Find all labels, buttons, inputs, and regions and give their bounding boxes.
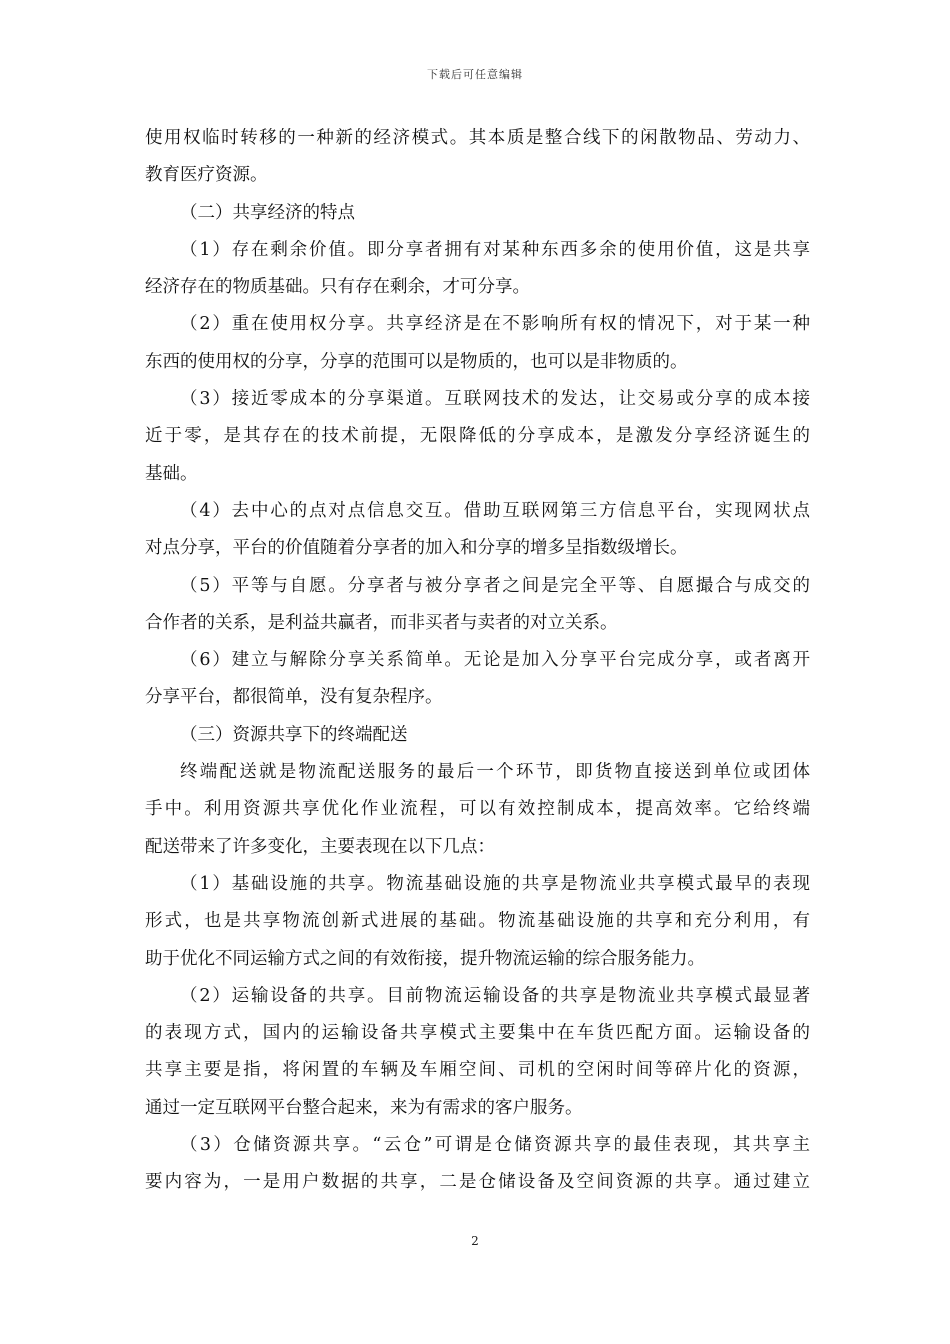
text-line: （1）基础设施的共享。物流基础设施的共享是物流业共享模式最早的表现	[180, 873, 810, 894]
text-line: （2）运输设备的共享。目前物流运输设备的共享是物流业共享模式最显著	[180, 985, 810, 1006]
text-line: 合作者的关系，是利益共赢者，而非买者与卖者的对立关系。	[145, 612, 618, 633]
text-line: （3）接近零成本的分享渠道。互联网技术的发达，让交易或分享的成本接	[180, 389, 810, 410]
text-line: 手中。利用资源共享优化作业流程，可以有效控制成本，提高效率。它给终端	[145, 799, 810, 820]
text-line: 东西的使用权的分享，分享的范围可以是物质的，也可以是非物质的。	[145, 351, 688, 372]
text-line: 终端配送就是物流配送服务的最后一个环节，即货物直接送到单位或团体	[180, 762, 810, 783]
page-header: 下载后可任意编辑	[427, 68, 523, 81]
text-line: 配送带来了许多变化，主要表现在以下几点：	[145, 836, 495, 857]
text-line: 分享平台，都很简单，没有复杂程序。	[145, 687, 443, 708]
text-line: 通过一定互联网平台整合起来，来为有需求的客户服务。	[145, 1097, 583, 1118]
text-line: （三）资源共享下的终端配送	[180, 724, 408, 745]
text-line: （1）存在剩余价值。即分享者拥有对某种东西多余的使用价值，这是共享	[180, 239, 810, 260]
text-line: （2）重在使用权分享。共享经济是在不影响所有权的情况下，对于某一种	[180, 314, 810, 335]
text-line: 对点分享，平台的价值随着分享者的加入和分享的增多呈指数级增长。	[145, 538, 688, 559]
text-line: （3）仓储资源共享。“云仓”可谓是仓储资源共享的最佳表现，其共享主	[180, 1135, 810, 1156]
text-line: 使用权临时转移的一种新的经济模式。其本质是整合线下的闲散物品、劳动力、	[145, 128, 810, 148]
text-line: （二）共享经济的特点	[180, 202, 355, 223]
text-line: （5）平等与自愿。分享者与被分享者之间是完全平等、自愿撮合与成交的	[180, 575, 810, 596]
text-line: 要内容为，一是用户数据的共享，二是仓储设备及空间资源的共享。通过建立	[145, 1172, 810, 1193]
text-line: 基础。	[145, 463, 198, 484]
text-line: 近于零，是其存在的技术前提，无限降低的分享成本，是激发分享经济诞生的	[145, 426, 810, 447]
text-line: 共享主要是指，将闲置的车辆及车厢空间、司机的空闲时间等碎片化的资源，	[145, 1060, 810, 1081]
text-line: 形式，也是共享物流创新式进展的基础。物流基础设施的共享和充分利用，有	[145, 911, 810, 932]
page-number: 2	[471, 1234, 479, 1248]
document-body	[145, 120, 810, 1202]
text-line: 的表现方式，国内的运输设备共享模式主要集中在车货匹配方面。运输设备的	[145, 1023, 810, 1044]
text-line: 助于优化不同运输方式之间的有效衔接，提升物流运输的综合服务能力。	[145, 948, 705, 969]
text-line: 教育医疗资源。	[145, 165, 268, 186]
text-line: （6）建立与解除分享关系简单。无论是加入分享平台完成分享，或者离开	[180, 650, 810, 671]
text-line: 经济存在的物质基础。只有存在剩余，才可分享。	[145, 277, 530, 298]
text-line: （4）去中心的点对点信息交互。借助互联网第三方信息平台，实现网状点	[180, 500, 810, 521]
